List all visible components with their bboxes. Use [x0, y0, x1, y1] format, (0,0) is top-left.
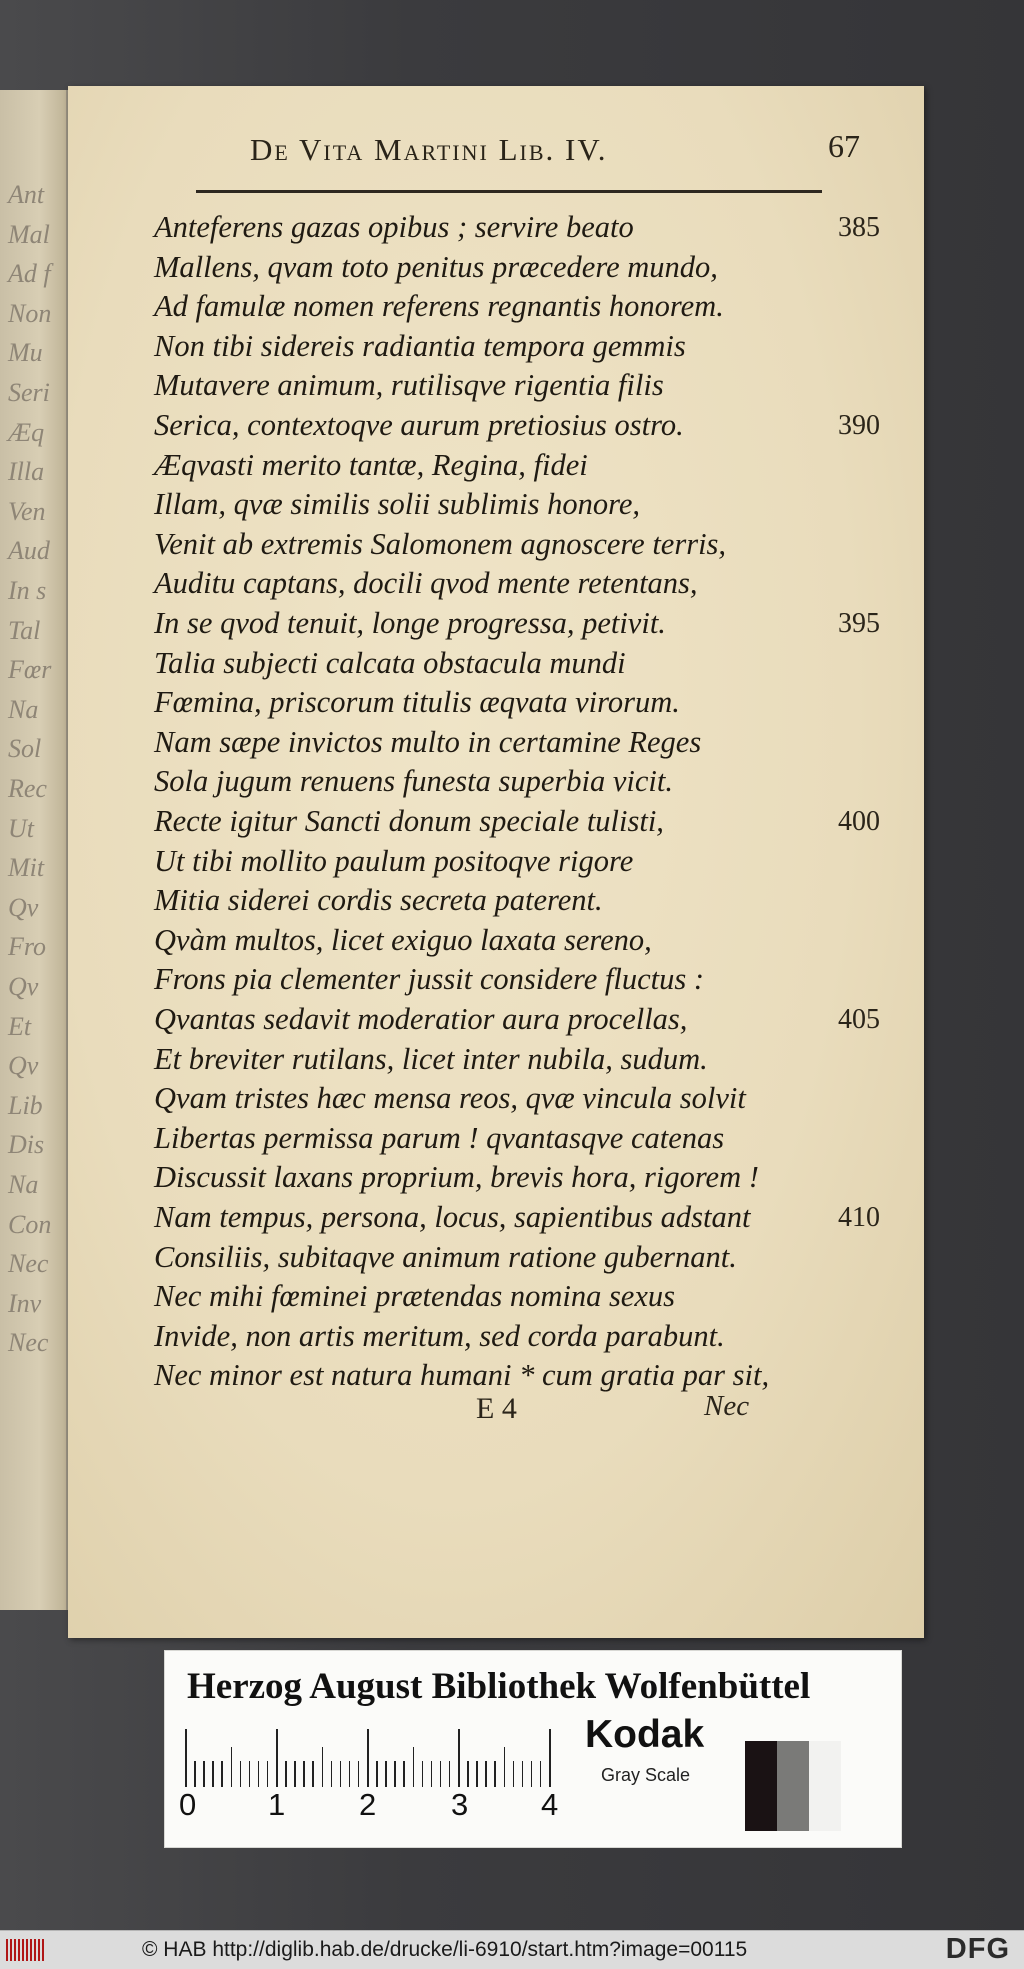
previous-page-fragment: Tal: [8, 615, 41, 645]
ruler-tick: [467, 1761, 469, 1787]
footer-credit-link[interactable]: © HAB http://diglib.hab.de/drucke/li-6910/start.htm?image=00115: [142, 1938, 748, 1961]
color-target-card: [164, 1650, 902, 1848]
ruler-tick: [212, 1761, 214, 1787]
verse-line: Nec mihi fœminei prætendas nomina sexus: [154, 1279, 676, 1314]
ruler-tick: [294, 1761, 296, 1787]
previous-page-fragment: Non: [8, 298, 52, 328]
previous-page-fragment: In s: [8, 576, 47, 605]
previous-page-fragment: Ven: [8, 496, 46, 526]
ruler-tick: [494, 1761, 496, 1787]
verse-line: Recte igitur Sancti donum speciale tulisti,: [154, 804, 664, 838]
previous-page-fragment: Con: [8, 1209, 52, 1239]
ruler-tick: [203, 1761, 205, 1787]
verse-line: Ad famulæ nomen referens regnantis honorem.: [154, 289, 724, 324]
verse-line: Invide, non artis meritum, sed corda parabunt.: [154, 1318, 725, 1353]
previous-page-fragment: Fro: [8, 932, 47, 962]
ruler-tick: [485, 1761, 487, 1787]
ruler-tick: [403, 1761, 405, 1787]
ruler-label: 1: [268, 1787, 286, 1822]
kodak-logo: Kodak: [585, 1713, 705, 1756]
verse-line: Talia subjecti calcata obstacula mundi: [154, 645, 626, 680]
ruler-tick: [513, 1761, 515, 1787]
ruler-tick: [504, 1747, 506, 1787]
verse-line: Mitia siderei cordis secreta paterent.: [154, 883, 603, 918]
ruler-label: 4: [541, 1787, 559, 1822]
verse-line: Qvam tristes hæc mensa reos, qvæ vincula solvit: [154, 1081, 746, 1116]
ruler-label: 2: [359, 1787, 377, 1822]
verse-line: Consiliis, subitaqve animum ratione gubernant.: [154, 1239, 737, 1274]
line-number: 390: [838, 410, 880, 441]
ruler-labels: [179, 1787, 619, 1827]
previous-page-fragment: Æq: [8, 417, 45, 447]
ruler-tick: [240, 1761, 242, 1787]
verse-line: Mutavere animum, rutilisqve rigentia filis: [154, 368, 664, 403]
previous-page-edge: [0, 90, 66, 1610]
verse-line: Et breviter rutilans, licet inter nubila, sudum.: [154, 1041, 708, 1076]
ruler-tick: [194, 1761, 196, 1787]
ruler-tick: [267, 1761, 269, 1787]
previous-page-fragment: Inv: [8, 1288, 42, 1318]
ruler-tick: [358, 1761, 360, 1787]
ruler-tick: [458, 1729, 460, 1787]
ruler-tick: [413, 1747, 415, 1787]
ruler-tick: [276, 1729, 278, 1787]
previous-page-fragment: Fœr: [8, 655, 52, 685]
verse-line: Nam sæpe invictos multo in certamine Reges: [154, 724, 702, 759]
verse-line: In se qvod tenuit, longe progressa, petivit.: [154, 606, 666, 640]
verse-line: Serica, contextoqve aurum pretiosius ostro.: [154, 408, 684, 442]
previous-page-fragment: Dis: [8, 1130, 45, 1160]
ruler-tick: [231, 1747, 233, 1787]
gray-scale-label: Gray Scale: [601, 1765, 691, 1785]
ruler-tick: [312, 1761, 314, 1787]
verse-line: Qvantas sedavit moderatior aura procellas,: [154, 1002, 688, 1036]
ruler-tick: [476, 1761, 478, 1787]
header-rule: [196, 190, 822, 193]
dfg-logo: DFG: [945, 1933, 1010, 1965]
previous-page-fragment: Nec: [8, 1249, 49, 1279]
previous-page-fragment: Illa: [8, 457, 45, 487]
ruler-tick: [531, 1761, 533, 1787]
ruler-tick: [340, 1761, 342, 1787]
measurement-ruler: [185, 1723, 585, 1787]
library-name: Herzog August Bibliothek Wolfenbüttel: [187, 1666, 811, 1707]
line-number: 400: [838, 806, 880, 837]
verse-line: Ut tibi mollito paulum positoqve rigore: [154, 843, 634, 878]
ruler-tick: [422, 1761, 424, 1787]
ruler-tick: [331, 1761, 333, 1787]
verse-line: Libertas permissa parum ! qvantasqve catenas: [154, 1120, 725, 1155]
verse-line: Nam tempus, persona, locus, sapientibus adstant: [154, 1200, 751, 1234]
ruler-tick: [285, 1761, 287, 1787]
previous-page-fragment: Seri: [8, 378, 50, 407]
ruler-tick: [549, 1729, 551, 1787]
viewer-footer: [0, 1930, 1024, 1969]
ruler-tick: [322, 1747, 324, 1787]
gray-patch: [809, 1741, 841, 1831]
ruler-tick: [249, 1761, 251, 1787]
verse-line: Venit ab extremis Salomonem agnoscere terris,: [154, 526, 727, 561]
line-number: 395: [838, 608, 880, 639]
previous-page-fragment: Mal: [8, 219, 50, 249]
verse-line: Illam, qvæ similis solii sublimis honore,: [154, 487, 641, 522]
verse-line: Æqvasti merito tantæ, Regina, fidei: [154, 447, 588, 482]
ruler-tick: [449, 1761, 451, 1787]
page-number: 67: [828, 128, 860, 164]
catchword: Nec: [704, 1390, 750, 1422]
book-page: [68, 86, 924, 1638]
verse-line: Qvàm multos, licet exiguo laxata sereno,: [154, 922, 652, 957]
previous-page-fragment: Sol: [8, 734, 42, 764]
previous-page-fragment: Et: [8, 1011, 32, 1041]
running-title: De Vita Martini Lib. IV.: [250, 132, 608, 167]
previous-page-fragment: Rec: [8, 774, 47, 803]
ruler-tick: [540, 1761, 542, 1787]
previous-page-fragment: Qv: [8, 972, 39, 1001]
line-number: 405: [838, 1004, 880, 1035]
ruler-label: 3: [451, 1787, 469, 1822]
gray-patch: [777, 1741, 809, 1831]
previous-page-fragment: Qv: [8, 892, 39, 922]
previous-page-fragment: Ut: [8, 813, 34, 843]
verse-line: Non tibi sidereis radiantia tempora gemmis: [154, 328, 686, 363]
ruler-tick: [221, 1761, 223, 1787]
verse-line: Auditu captans, docili qvod mente retentans,: [154, 566, 698, 601]
verse-line: Discussit laxans proprium, brevis hora, rigorem !: [154, 1160, 759, 1195]
ruler-tick: [258, 1761, 260, 1787]
ruler-tick: [376, 1761, 378, 1787]
previous-page-fragment: Lib: [8, 1090, 43, 1120]
previous-page-fragment: Mu: [8, 338, 43, 368]
ruler-tick: [394, 1761, 396, 1787]
verse-line: Nec minor est natura humani * cum gratia par sit,: [154, 1358, 770, 1393]
verse-line: Mallens, qvam toto penitus præcedere mundo,: [154, 249, 718, 284]
running-head: [180, 128, 860, 188]
ruler-tick: [185, 1729, 187, 1787]
previous-page-fragment: Aud: [8, 536, 50, 566]
verse-line: Anteferens gazas opibus ; servire beato: [154, 210, 634, 244]
previous-page-fragment: Na: [8, 1170, 39, 1199]
ruler-tick: [303, 1761, 305, 1787]
verse-line: Sola jugum renuens funesta superbia vicit.: [154, 764, 674, 799]
gray-patch: [745, 1741, 777, 1831]
ruler-tick: [385, 1761, 387, 1787]
previous-page-fragment: Qv: [8, 1051, 39, 1081]
ruler-tick: [431, 1761, 433, 1787]
verse-line: Frons pia clementer jussit considere fluctus :: [154, 962, 705, 997]
barcode-icon: [6, 1939, 48, 1961]
previous-page-fragment: Ad f: [8, 259, 51, 289]
ruler-tick: [367, 1729, 369, 1787]
ruler-label: 0: [179, 1787, 197, 1822]
previous-page-fragment: Nec: [8, 1328, 49, 1358]
line-number: 385: [838, 212, 880, 243]
ruler-tick: [349, 1761, 351, 1787]
verse-line: Fœmina, priscorum titulis æqvata virorum.: [154, 685, 680, 720]
previous-page-fragment: Mit: [8, 853, 45, 883]
previous-page-fragment: Na: [8, 694, 39, 724]
signature-mark: E 4: [476, 1392, 517, 1425]
ruler-tick: [440, 1761, 442, 1787]
line-number: 410: [838, 1202, 880, 1233]
ruler-tick: [522, 1761, 524, 1787]
gray-scale-patches: [745, 1741, 841, 1831]
previous-page-fragment: Ant: [8, 180, 45, 209]
